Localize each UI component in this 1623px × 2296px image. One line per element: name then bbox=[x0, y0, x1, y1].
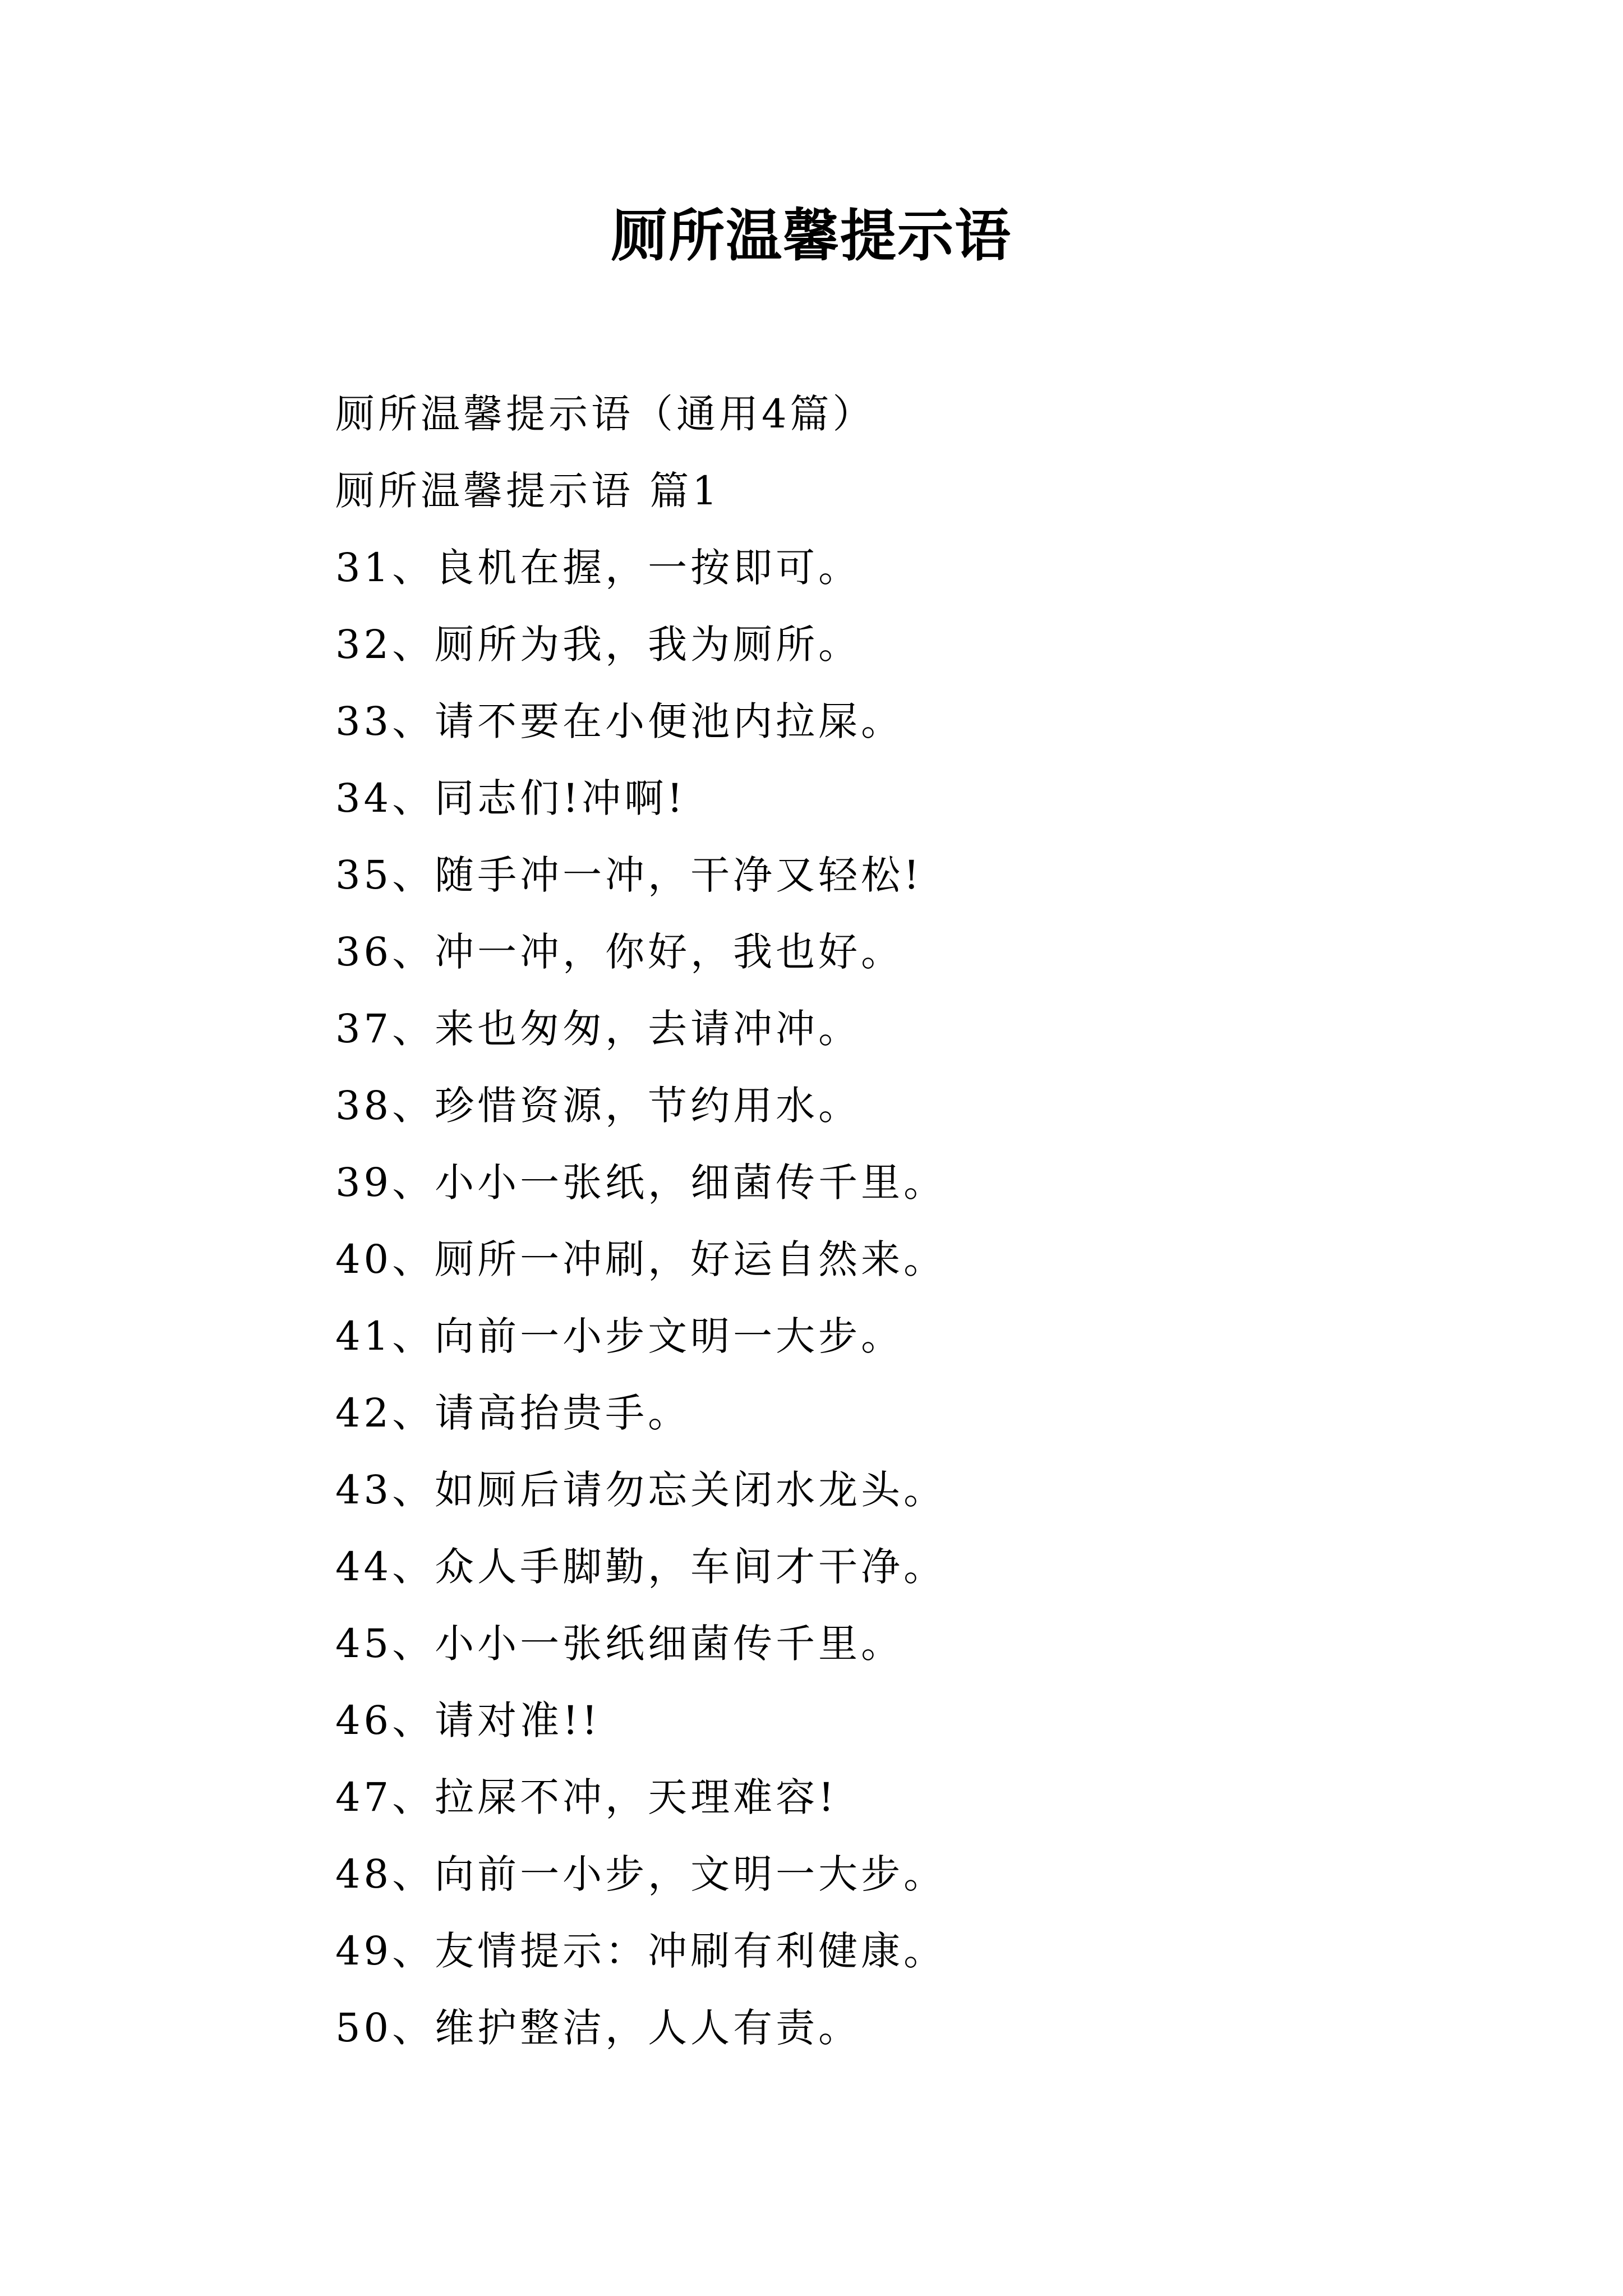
list-item-text: 请不要在小便池内拉屎。 bbox=[435, 698, 904, 744]
list-item-text: 小小一张纸细菌传千里。 bbox=[435, 1621, 904, 1667]
list-item-number: 33、 bbox=[335, 698, 435, 744]
list-item-number: 31、 bbox=[335, 545, 435, 591]
list-item-text: 拉屎不冲，天理难容! bbox=[435, 1774, 838, 1820]
list-item-number: 40、 bbox=[335, 1236, 435, 1282]
list-item-number: 48、 bbox=[335, 1851, 435, 1897]
document-title: 厕所温馨提示语 bbox=[611, 203, 1012, 269]
list-item bbox=[335, 1990, 1513, 2067]
list-item-text: 请对准!! bbox=[435, 1697, 601, 1743]
list-item bbox=[335, 1452, 1513, 1529]
list-item bbox=[335, 1298, 1513, 1375]
list-item-number: 34、 bbox=[335, 775, 435, 821]
list-item bbox=[335, 1221, 1513, 1298]
list-item-number: 45、 bbox=[335, 1621, 435, 1667]
list-item-number: 47、 bbox=[335, 1774, 435, 1820]
list-item-text: 维护整洁，人人有责。 bbox=[435, 2005, 861, 2051]
list-item bbox=[335, 1068, 1513, 1144]
list-item bbox=[335, 914, 1513, 991]
list-item-number: 35、 bbox=[335, 852, 435, 898]
list-item-number: 36、 bbox=[335, 929, 435, 975]
list-item bbox=[335, 1836, 1513, 1913]
list-item-number: 37、 bbox=[335, 1006, 435, 1052]
list-item-text: 珍惜资源，节约用水。 bbox=[435, 1083, 861, 1129]
list-item bbox=[335, 1913, 1513, 1990]
list-item-number: 43、 bbox=[335, 1467, 435, 1513]
list-item-text: 随手冲一冲，干净又轻松! bbox=[435, 852, 923, 898]
list-item-number: 46、 bbox=[335, 1697, 435, 1743]
section-heading: 厕所温馨提示语 篇1 bbox=[335, 468, 721, 514]
list-item-text: 小小一张纸，细菌传千里。 bbox=[435, 1159, 947, 1205]
list-item-text: 来也匆匆，去请冲冲。 bbox=[435, 1006, 861, 1052]
list-item-text: 同志们!冲啊! bbox=[435, 775, 686, 821]
list-item-number: 32、 bbox=[335, 622, 435, 668]
list-item bbox=[335, 1144, 1513, 1221]
list-item bbox=[335, 760, 1513, 837]
list-item bbox=[335, 606, 1513, 683]
list-item-number: 38、 bbox=[335, 1083, 435, 1129]
document-body bbox=[335, 376, 1513, 2067]
list-item-text: 厕所为我，我为厕所。 bbox=[435, 622, 861, 668]
list-item-text: 冲一冲，你好，我也好。 bbox=[435, 929, 904, 975]
list-item-number: 41、 bbox=[335, 1313, 435, 1359]
list-item-text: 良机在握，一按即可。 bbox=[435, 545, 861, 591]
list-item-text: 向前一小步文明一大步。 bbox=[435, 1313, 904, 1359]
list-item bbox=[335, 1759, 1513, 1836]
list-item bbox=[335, 1375, 1513, 1452]
tip-list bbox=[335, 530, 1513, 2067]
list-item-text: 请高抬贵手。 bbox=[435, 1390, 691, 1436]
list-item bbox=[335, 991, 1513, 1068]
list-item bbox=[335, 1605, 1513, 1682]
list-item-number: 39、 bbox=[335, 1159, 435, 1205]
list-item bbox=[335, 683, 1513, 760]
list-item bbox=[335, 837, 1513, 914]
list-item bbox=[335, 1529, 1513, 1605]
list-item-text: 如厕后请勿忘关闭水龙头。 bbox=[435, 1467, 947, 1513]
list-item-text: 向前一小步，文明一大步。 bbox=[435, 1851, 947, 1897]
list-item-text: 友情提示：冲刷有利健康。 bbox=[435, 1928, 947, 1974]
list-item-text: 厕所一冲刷，好运自然来。 bbox=[435, 1236, 947, 1282]
list-item-number: 42、 bbox=[335, 1390, 435, 1436]
list-item-number: 49、 bbox=[335, 1928, 435, 1974]
document-subtitle: 厕所温馨提示语（通用4篇） bbox=[335, 391, 875, 437]
list-item bbox=[335, 530, 1513, 606]
list-item-number: 44、 bbox=[335, 1544, 435, 1590]
list-item-number: 50、 bbox=[335, 2005, 435, 2051]
list-item-text: 众人手脚勤，车间才干净。 bbox=[435, 1544, 947, 1590]
list-item bbox=[335, 1682, 1513, 1759]
